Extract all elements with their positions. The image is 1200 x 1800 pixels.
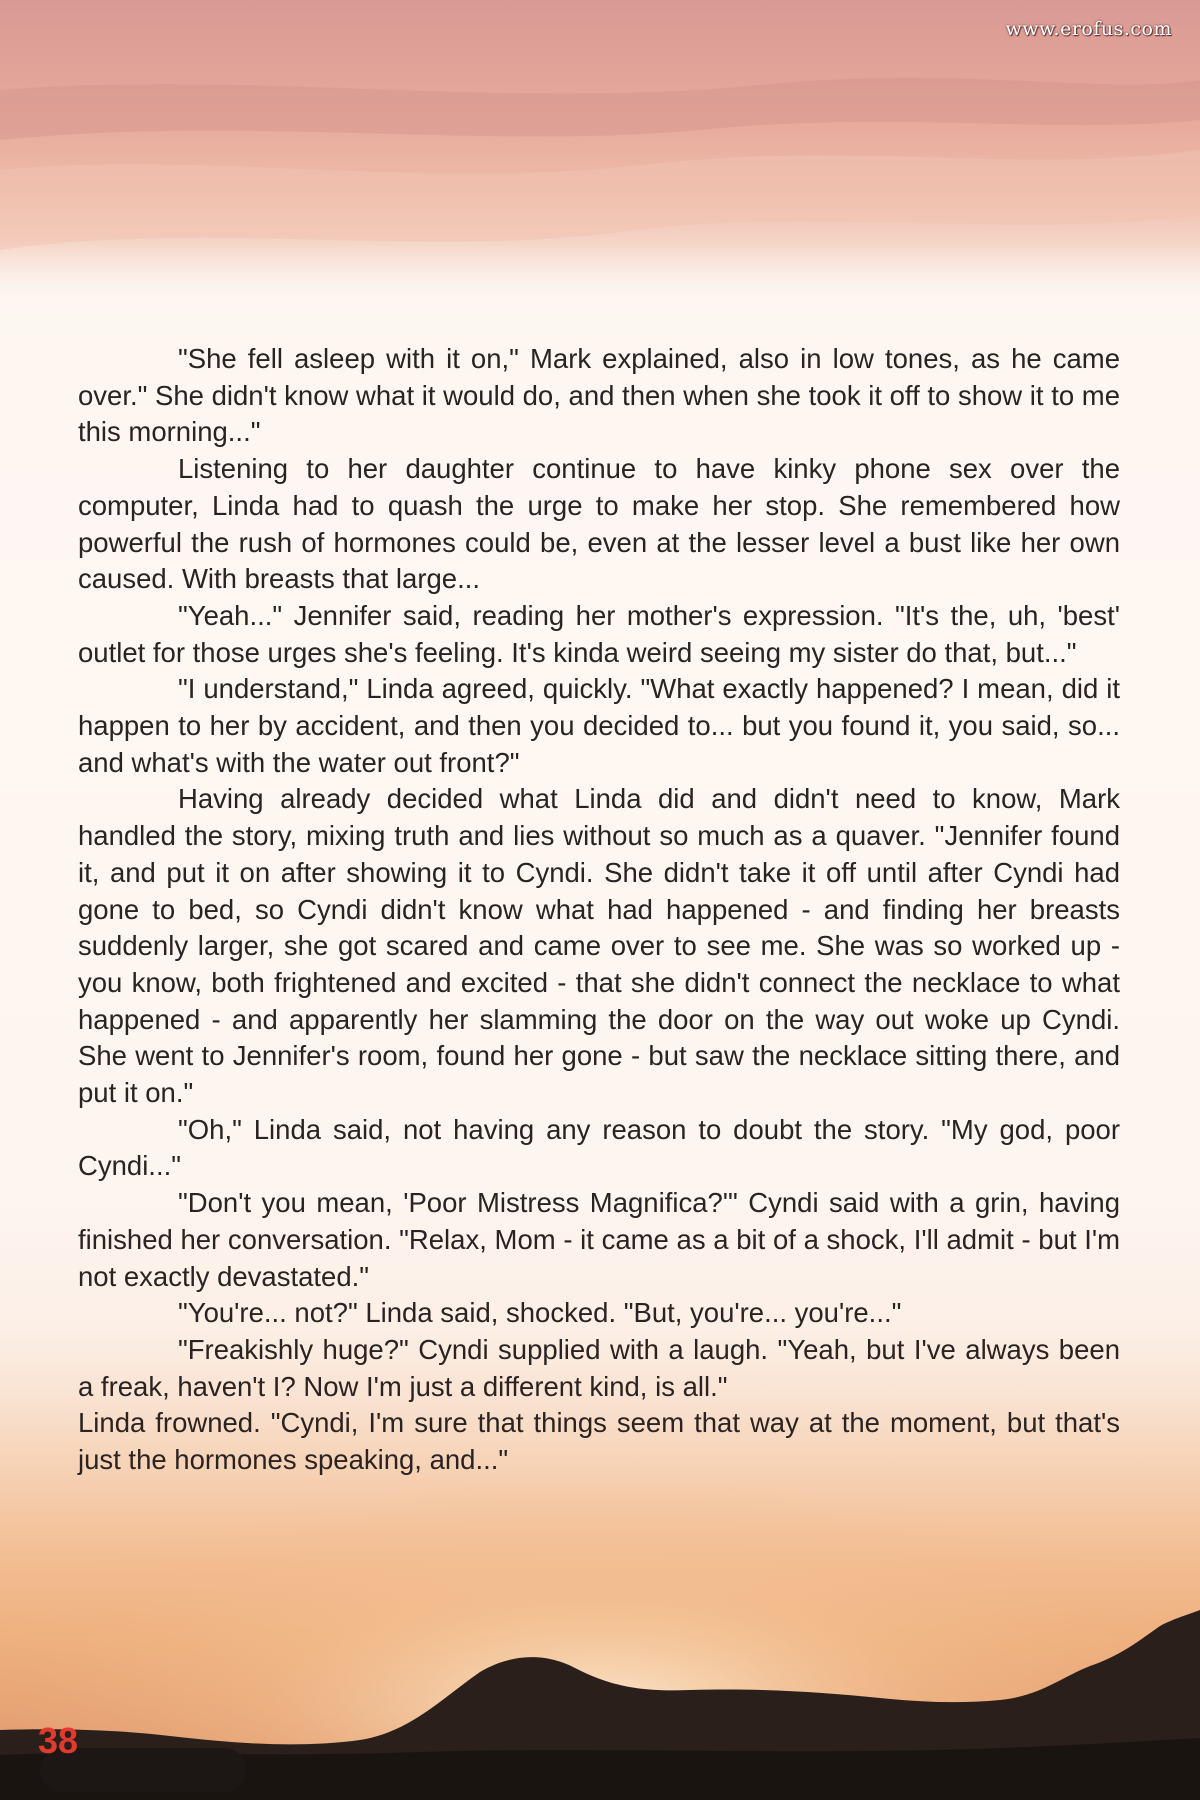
paragraph: "She fell asleep with it on," Mark explained, also in low tones, as he came over." She didn't know what it would do, and then when she took it off to show it to me this morning..." <box>78 343 1120 448</box>
page-number: 38 <box>38 1720 79 1761</box>
story-text <box>78 341 1120 1479</box>
paragraph: "Oh," Linda said, not having any reason to doubt the story. "My god, poor Cyndi..." <box>78 1113 1120 1182</box>
paragraph: Having already decided what Linda did and didn't need to know, Mark handled the story, mixing truth and lies without so much as a quaver. "Jennifer found it, and put it on after showing it to Cyndi. She didn't take it off until after Cyndi had gone to bed, so Cyndi didn't know what had happened - and finding her breasts suddenly larger, she got scared and came over to see me. She was so worked up - you know, both frightened and excited - that she didn't connect the necklace to what happened - and apparently her slamming the door on the way out woke up Cyndi. She went to Jennifer's room, found her gone - but saw the necklace sitting there, and put it on." <box>78 783 1120 1109</box>
paragraph: "Freakishly huge?" Cyndi supplied with a laugh. "Yeah, but I've always been a freak, haven't I? Now I'm just a different kind, is all." <box>78 1333 1120 1402</box>
paragraph: Listening to her daughter continue to have kinky phone sex over the computer, Linda had to quash the urge to make her stop. She remembered how powerful the rush of hormones could be, even at the lesser level a bust like her own caused. With breasts that large... <box>78 453 1120 595</box>
paragraph: "You're... not?" Linda said, shocked. "But, you're... you're..." <box>178 1297 902 1329</box>
website-watermark: www.erofus.com <box>1005 18 1172 40</box>
paragraph: "Yeah..." Jennifer said, reading her mother's expression. "It's the, uh, 'best' outlet for those urges she's feeling. It's kinda weird seeing my sister do that, but..." <box>78 599 1120 668</box>
sunset-sky-clouds <box>0 0 1200 340</box>
paragraph: Linda frowned. "Cyndi, I'm sure that things seem that way at the moment, but that's just the hormones speaking, and..." <box>78 1407 1120 1476</box>
paragraph: "I understand," Linda agreed, quickly. "What exactly happened? I mean, did it happen to her by accident, and then you decided to... but you found it, you said, so... and what's with the water out front?" <box>78 673 1120 778</box>
paragraph: "Don't you mean, 'Poor Mistress Magnifica?'" Cyndi said with a grin, having finished her conversation. "Relax, Mom - it came as a bit of a shock, I'll admit - but I'm not exactly devastated." <box>78 1187 1120 1292</box>
